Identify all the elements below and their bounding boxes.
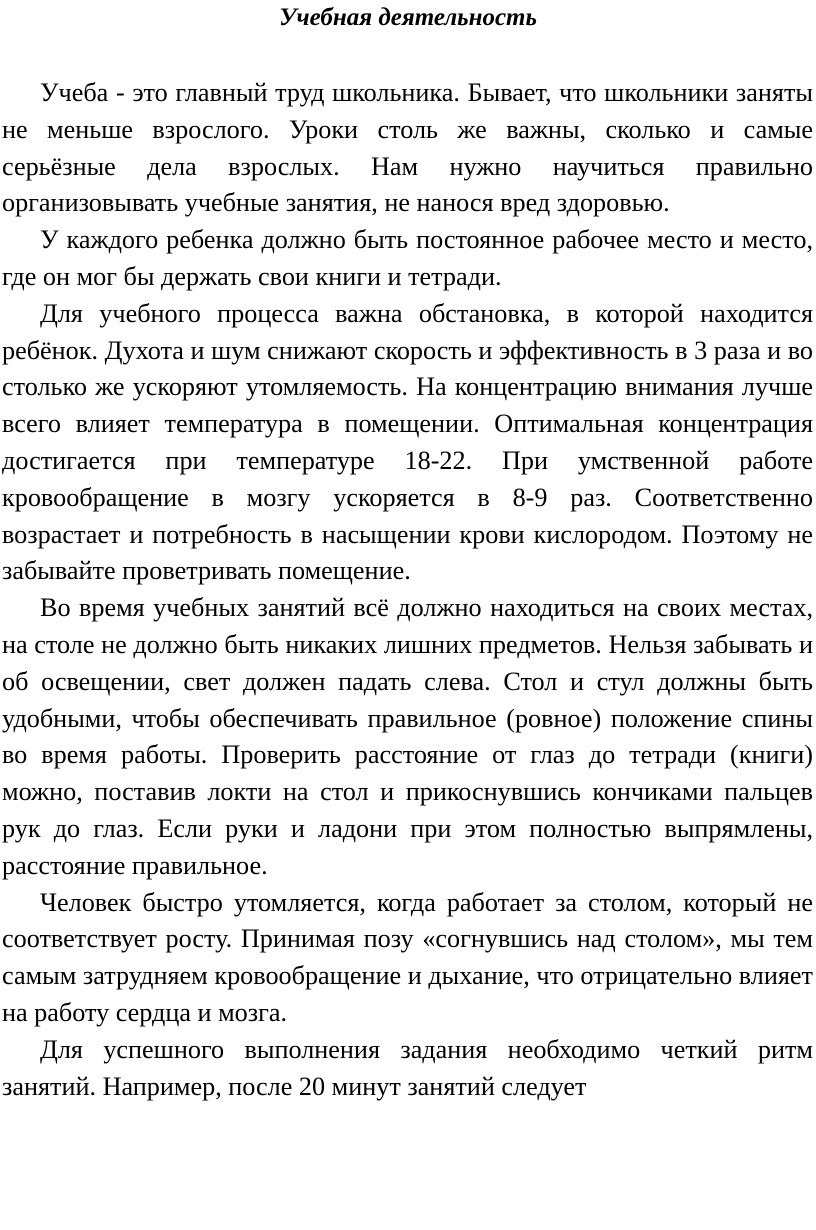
paragraph-environment: Для учебного процесса важна обстановка, в которой находится ребёнок. Духота и шум снижают скорость и эффективность в 3 раза и во столько же ускоряют утомляемость. На концентрацию внимания лучше всего влияет температура в помещении. Оптимальная концентрация достигается при температуре 18-22. При умственной работе кровообращение в мозгу ускоряется в 8-9 раз. Соответственно возрастает и потребность в насыщении крови кислородом. Поэтому не забывайте проветривать помещение. [2,298,813,586]
paragraph-rhythm: Для успешного выполнения задания необходимо четкий ритм занятий. Например, после 20 минут занятий следует [2,1034,813,1101]
paragraph-study-main-work: Учеба - это главный труд школьника. Бывает, что школьники заняты не меньше взрослого. Уроки столь же важны, сколько и самые серьёзные дела взрослых. Нам нужно научиться правильно организовывать учебные занятия, не нанося вред здоровью. [2,78,813,218]
paragraph-posture: Человек быстро утомляется, когда работает за столом, который не соответствует росту. Принимая позу «согнувшись над столом», мы тем самым затрудняем кровообращение и дыхание, что отрицательно влияет на работу сердца и мозга. [2,887,813,1027]
document-title: Учебная деятельность [279,4,537,31]
document-body [2,75,813,1105]
paragraph-workplace: У каждого ребенка должно быть постоянное рабочее место и место, где он мог бы держать свои книги и тетради. [2,225,813,291]
paragraph-order-and-lighting: Во время учебных занятий всё должно находиться на своих местах, на столе не должно быть никаких лишних предметов. Нельзя забывать и об освещении, свет должен падать слева. Стол и стул должны быть удобными, чтобы обеспечивать правильное (ровное) положение спины во время работы. Проверить расстояние от глаз до тетради (книги) можно, поставив локти на стол и прикоснувшись кончиками пальцев рук до глаз. Если руки и ладони при этом полностью выпрямлены, расстояние правильное. [2,593,813,880]
